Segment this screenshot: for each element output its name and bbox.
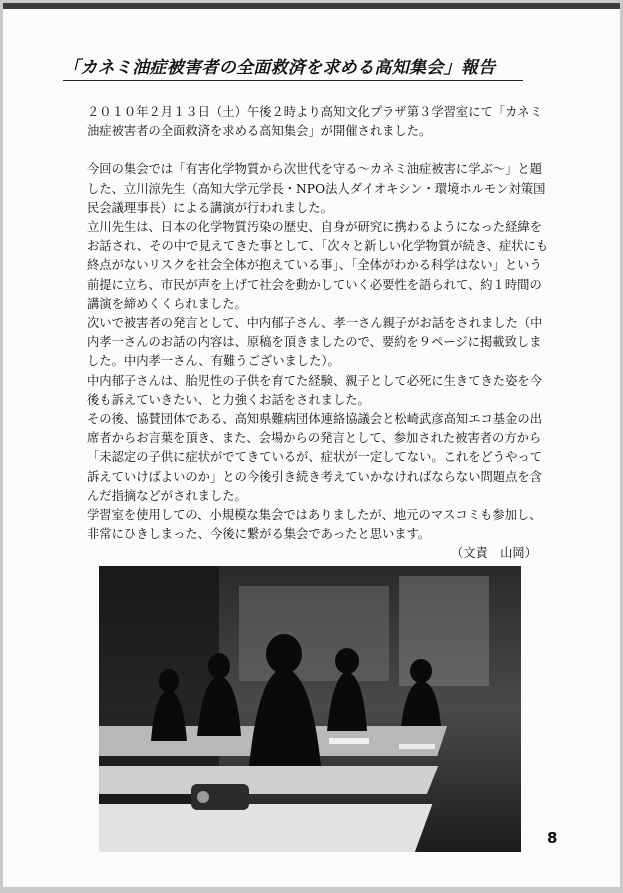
paragraph-nakauchi: 中内郁子さんは、胎児性の子供を育てた経験、親子として必死に生きてきた姿を今後も訴えていきたい、と力強くお話をされました。: [87, 373, 542, 407]
paragraph-opening: ２０１０年２月１３日（土）午後２時より高知文化プラザ第３学習室にて「カネミ油症被害者の全面救済を求める高知集会」が開催されました。: [87, 105, 542, 139]
scan-edge: [3, 3, 620, 9]
paragraph-closing: 学習室を使用しての、小規模な集会ではありましたが、地元のマスコミも参加し、非常にひきしまった、今後に繋がる集会であったと思います。: [87, 508, 542, 542]
paragraph-sponsors: その後、協賛団体である、高知県難病団体連絡協議会と松崎武彦高知エコ基金の出席者からお言葉を頂き、また、会場からの発言として、参加された被害者の方から「未認定の子供に症状がでてきているが、症状が一定してない。これをどうやって訴えていけばよいのか」との今後引き続き考えていかなければならない問題点を含んだ指摘などがされました。: [87, 412, 542, 503]
paragraph-victims: 次いで被害者の発言として、中内郁子さん、孝一さん親子がお話をされました（中内孝一さんのお話の内容は、原稿を頂きましたので、要約を９ページに掲載致しました。中内孝一さん、有難うございました）。: [87, 316, 543, 369]
meeting-photo: [99, 566, 521, 852]
paragraph-lecture: 今回の集会では「有害化学物質から次世代を守る～カネミ油症被害に学ぶ～」と題した、立川涼先生（高知大学元学長・NPO法人ダイオキシン・環境ホルモン対策国民会議理事長）による講演が行われました。: [87, 162, 546, 215]
document-page: [3, 3, 620, 887]
meeting-photo-image: [99, 566, 521, 852]
paragraph-lecture-content: 立川先生は、日本の化学物質汚染の歴史、自身が研究に携わるようになった経緯をお話され、その中で見えてきた事として、「次々と新しい化学物質が続き、症状にも終点がないリスクを社会全体が抱えている事」、「全体がわかる科学はない」という前提に立ち、市民が声を上げて社会を動かしていく必要性を語られて、約１時間の講演を締めくくられました。: [87, 220, 549, 311]
page-number: 8: [547, 829, 558, 847]
report-body: [87, 103, 549, 564]
report-title: 「カネミ油症被害者の全面救済を求める高知集会」報告: [63, 53, 523, 81]
signoff: （文責 山岡）: [450, 546, 537, 561]
